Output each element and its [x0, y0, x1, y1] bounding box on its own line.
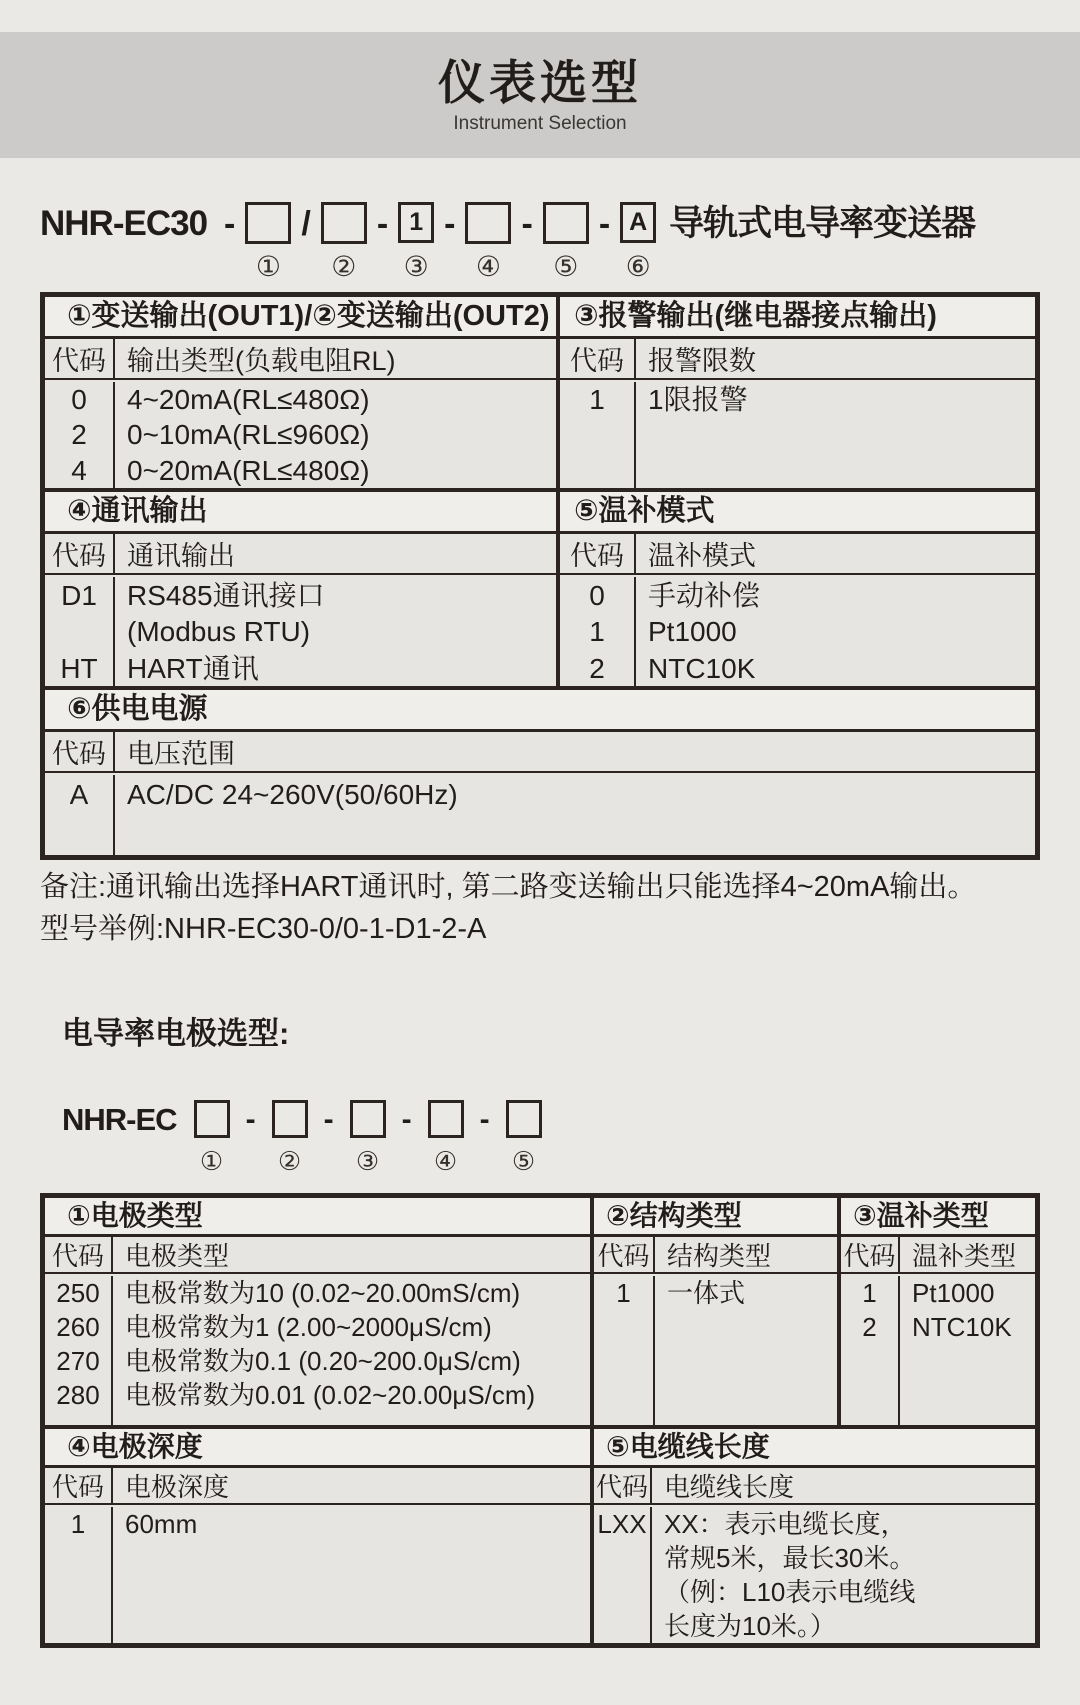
section-title: ①电极类型 [45, 1198, 590, 1237]
page-title: 仪表选型 [438, 56, 642, 109]
value-cell: 一体式 [667, 1278, 746, 1308]
code-cell: 2 [589, 652, 605, 684]
notes-block [40, 866, 976, 950]
page-subtitle: Instrument Selection [453, 113, 627, 134]
value-cell: 0~20mA(RL≤480Ω) [127, 454, 370, 486]
column-header-value: 结构类型 [667, 1241, 772, 1271]
dash-separator: - [598, 205, 611, 243]
value-cell: Pt1000 [648, 616, 737, 648]
value-cell: Pt1000 [912, 1278, 995, 1308]
model-slot-4 [428, 1100, 464, 1176]
model-slot-1 [245, 202, 291, 282]
code-cell: 4 [71, 454, 87, 486]
model-slot-5 [506, 1100, 542, 1176]
value-cell: (Modbus RTU) [127, 616, 311, 648]
value-cell: 电极常数为1 (2.00~2000μS/cm) [125, 1312, 492, 1342]
code-box [465, 202, 511, 244]
column-header-code: 代码 [45, 732, 115, 771]
dash-separator: - [479, 1103, 490, 1136]
column-header-code: 代码 [594, 1237, 655, 1272]
section-title: ⑥供电电源 [45, 690, 1035, 732]
section-electrode-type [45, 1198, 590, 1425]
code-cell: 1 [862, 1278, 877, 1308]
note-model-example: 型号举例:NHR-EC30-0/0-1-D1-2-A [40, 913, 487, 945]
code-cell: A [69, 779, 89, 810]
column-header-value: 温补类型 [912, 1241, 1017, 1271]
column-header-code: 代码 [594, 1468, 652, 1503]
title-band [0, 32, 1080, 158]
electrode-selection-table [40, 1193, 1040, 1648]
value-cell: NTC10K [648, 652, 756, 684]
model-suffix: 导轨式电导率变送器 [669, 204, 976, 243]
dash-separator: - [376, 205, 389, 243]
column-header-value: 电极深度 [125, 1472, 230, 1502]
dash-separator: - [444, 205, 456, 243]
section-title: ③报警输出(继电器接点输出) [560, 297, 1035, 339]
code-box: 1 [398, 202, 434, 243]
value-cell: 电极常数为0.01 (0.02~20.00μS/cm) [125, 1380, 536, 1410]
column-header-code: 代码 [560, 534, 636, 573]
section-alarm-output [556, 297, 1035, 488]
code-cell: 1 [589, 384, 605, 415]
code-box [350, 1100, 386, 1138]
model-slot-3 [350, 1100, 386, 1176]
code-cell: 0 [589, 580, 605, 611]
code-cell: 1 [616, 1278, 631, 1308]
column-header-code: 代码 [45, 1237, 113, 1272]
section-electrode-depth [45, 1429, 590, 1643]
model-slot-2 [272, 1100, 308, 1176]
column-header-code: 代码 [560, 339, 636, 378]
value-cell: 长度为10米。） [664, 1611, 836, 1641]
code-cell: 260 [56, 1312, 100, 1342]
code-cell: 2 [862, 1312, 877, 1342]
section-structure-type [590, 1198, 837, 1425]
circled-number: ④ [475, 251, 502, 282]
code-box: A [620, 202, 656, 243]
circled-number: ① [255, 251, 281, 282]
circled-number: ⑤ [553, 251, 579, 282]
model-prefix: NHR-EC [62, 1102, 177, 1137]
code-cell: LXX [597, 1509, 647, 1539]
section-temp-comp-type [837, 1198, 1035, 1425]
code-cell: 250 [56, 1278, 100, 1308]
section-title: ④通讯输出 [45, 492, 556, 534]
section-power-supply [45, 690, 1035, 855]
code-cell: 2 [71, 419, 87, 451]
model-slot-6 [620, 202, 656, 282]
value-cell: 电极常数为0.1 (0.20~200.0μS/cm) [125, 1346, 521, 1376]
circled-number: ② [277, 1146, 302, 1176]
code-box [543, 202, 589, 244]
code-box [245, 202, 291, 244]
model-code-line-electrode [62, 1100, 545, 1176]
column-header-value: 输出类型(负载电阻RL) [127, 346, 396, 376]
circled-number: ④ [433, 1146, 458, 1176]
section-title: ②结构类型 [594, 1198, 837, 1237]
dash-separator: - [224, 205, 236, 243]
column-header-value: 电缆线长度 [664, 1472, 795, 1502]
column-header-value: 报警限数 [648, 346, 756, 376]
section-title: ③温补类型 [841, 1198, 1035, 1237]
section-title: ⑤电缆线长度 [594, 1429, 1035, 1468]
circled-number: ① [199, 1146, 224, 1176]
code-cell: 0 [71, 384, 87, 415]
section-title: ⑤温补模式 [560, 492, 1035, 534]
model-slot-4 [465, 202, 511, 282]
electrode-selection-heading: 电导率电极选型: [62, 1016, 290, 1051]
code-cell: 270 [56, 1346, 100, 1376]
code-cell: HT [60, 652, 98, 684]
code-cell: 280 [56, 1380, 100, 1410]
transmitter-selection-table [40, 292, 1040, 860]
code-box [194, 1100, 230, 1138]
column-header-code: 代码 [45, 339, 115, 378]
value-cell: （例：L10表示电缆线 [664, 1577, 916, 1607]
value-cell: 电极常数为10 (0.02~20.00mS/cm) [125, 1278, 521, 1308]
code-cell: D1 [61, 580, 97, 611]
code-box [321, 202, 367, 244]
circled-number: ③ [355, 1146, 380, 1176]
section-temp-comp-mode [556, 492, 1035, 686]
value-cell: AC/DC 24~260V(50/60Hz) [127, 779, 458, 810]
value-cell: XX：表示电缆长度， [664, 1509, 907, 1539]
slash-separator: / [301, 205, 311, 243]
dash-separator: - [521, 205, 533, 243]
code-cell: 1 [589, 616, 605, 648]
value-cell: HART通讯 [127, 652, 259, 684]
section-title: ④电极深度 [45, 1429, 590, 1468]
circled-number: ③ [403, 251, 429, 282]
model-slot-1 [194, 1100, 230, 1176]
value-cell: NTC10K [912, 1312, 1012, 1342]
column-header-value: 通讯输出 [127, 541, 235, 571]
value-cell: 60mm [125, 1509, 198, 1539]
value-cell: RS485通讯接口 [127, 580, 325, 611]
code-box [272, 1100, 308, 1138]
column-header-value: 温补模式 [648, 541, 756, 571]
value-cell: 0~10mA(RL≤960Ω) [127, 419, 370, 451]
column-header-code: 代码 [45, 534, 115, 573]
dash-separator: - [323, 1103, 334, 1136]
section-transmit-output [45, 297, 556, 488]
code-box [506, 1100, 542, 1138]
code-cell: 1 [70, 1509, 86, 1539]
model-slot-3 [398, 202, 434, 282]
dash-separator: - [245, 1103, 256, 1136]
dash-separator: - [401, 1103, 412, 1136]
column-header-code: 代码 [45, 1468, 113, 1503]
model-code-line-transmitter [40, 202, 976, 282]
section-comm-output [45, 492, 556, 686]
section-cable-length [590, 1429, 1035, 1643]
circled-number: ② [331, 251, 357, 282]
model-slot-2 [321, 202, 367, 282]
value-cell: 手动补偿 [648, 580, 761, 611]
code-box [428, 1100, 464, 1138]
circled-number: ⑤ [511, 1146, 536, 1176]
value-cell: 常规5米，最长30米。 [664, 1543, 916, 1573]
column-header-value: 电压范围 [127, 739, 235, 769]
circled-number: ⑥ [625, 251, 651, 282]
model-prefix: NHR-EC30 [40, 204, 208, 243]
column-header-value: 电极类型 [125, 1241, 230, 1271]
section-title: ①变送输出(OUT1)/②变送输出(OUT2) [45, 297, 556, 339]
column-header-code: 代码 [841, 1237, 900, 1272]
value-cell: 4~20mA(RL≤480Ω) [127, 384, 370, 415]
note-remark: 备注:通讯输出选择HART通讯时, 第二路变送输出只能选择4~20mA输出。 [40, 871, 977, 903]
model-slot-5 [543, 202, 589, 282]
value-cell: 1限报警 [648, 384, 748, 415]
